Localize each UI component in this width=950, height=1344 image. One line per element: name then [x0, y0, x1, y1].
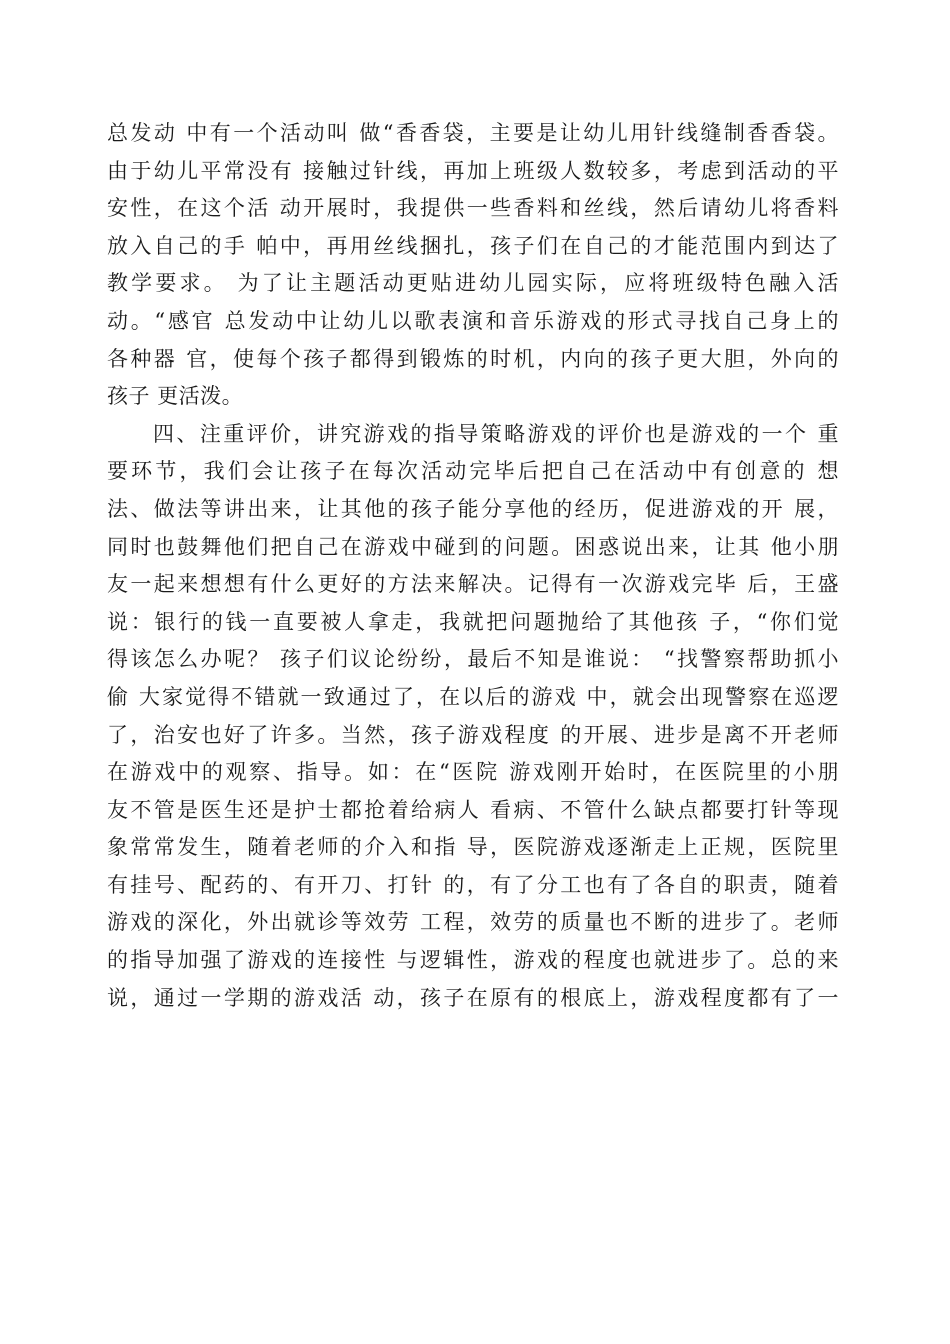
text-line: 安性，在这个活 动开展时，我提供一些香料和丝线，然后请幼儿将香料 [107, 196, 839, 221]
text-line: 游戏的深化，外出就诊等效劳 工程，效劳的质量也不断的进步了。老师 [107, 910, 839, 935]
text-line: 同时也鼓舞他们把自己在游戏中碰到的问题。困惑说出来，让其 他小朋 [107, 534, 839, 559]
text-line: 在游戏中的观察、指导。如：在“医院 游戏刚开始时，在医院里的小朋 [107, 760, 839, 785]
text-line: 动。“感官 总发动中让幼儿以歌表演和音乐游戏的形式寻找自己身上的 [107, 308, 839, 333]
text-line: 说：银行的钱一直要被人拿走，我就把问题抛给了其他孩 子，“你们觉 [107, 609, 839, 634]
text-line: 孩子 更活泼。 [107, 384, 244, 409]
text-line: 有挂号、配药的、有开刀、打针 的，有了分工也有了各自的职责，随着 [107, 872, 839, 897]
section-heading-line: 四、注重评价，讲究游戏的指导策略游戏的评价也是游戏的一个 重 [153, 421, 839, 446]
text-line: 总发动 中有一个活动叫 做“香香袋，主要是让幼儿用针线缝制香香袋。 [107, 121, 839, 145]
text-line: 友一起来想想有什么更好的方法来解决。记得有一次游戏完毕 后，王盛 [107, 572, 839, 597]
text-line: 要环节，我们会让孩子在每次活动完毕后把自己在活动中有创意的 想 [107, 459, 839, 484]
text-line: 法、做法等讲出来，让其他的孩子能分享他的经历，促进游戏的开 展， [107, 496, 839, 521]
text-line: 各种器 官，使每个孩子都得到锻炼的时机，内向的孩子更大胆，外向的 [107, 346, 839, 371]
text-line: 说，通过一学期的游戏活 动，孩子在原有的根底上，游戏程度都有了一 [107, 985, 839, 1010]
text-line: 得该怎么办呢？ 孩子们议论纷纷，最后不知是谁说： “找警察帮助抓小 [107, 647, 839, 672]
body-text [107, 115, 839, 1017]
text-line: 偷 大家觉得不错就一致通过了，在以后的游戏 中，就会出现警察在巡逻 [107, 684, 839, 709]
text-line: 友不管是医生还是护士都抢着给病人 看病、不管什么缺点都要打针等现 [107, 797, 839, 822]
text-line: 了，治安也好了许多。当然，孩子游戏程度 的开展、进步是离不开老师 [107, 722, 839, 747]
text-line: 象常常发生，随着老师的介入和指 导，医院游戏逐渐走上正规，医院里 [107, 835, 839, 860]
text-line: 由于幼儿平常没有 接触过针线，再加上班级人数较多，考虑到活动的平 [107, 158, 839, 183]
text-line: 的指导加强了游戏的连接性 与逻辑性，游戏的程度也就进步了。总的来 [107, 948, 839, 973]
text-line: 教学要求。 为了让主题活动更贴进幼儿园实际，应将班级特色融入活 [107, 271, 839, 296]
text-line: 放入自己的手 帕中，再用丝线捆扎，孩子们在自己的才能范围内到达了 [107, 233, 839, 258]
